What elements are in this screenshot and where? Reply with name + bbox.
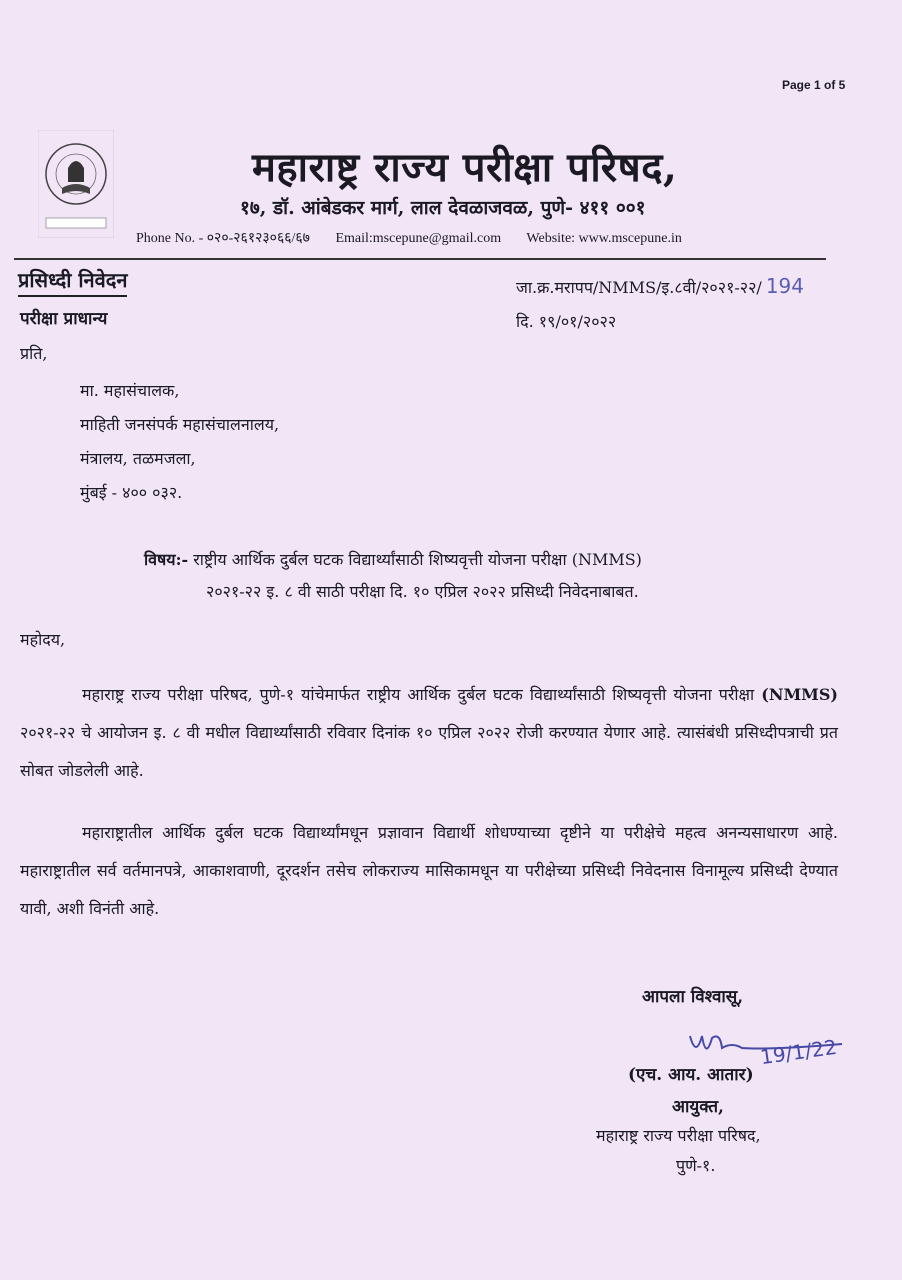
recipient-line: मंत्रालय, तळमजला, <box>80 449 196 468</box>
p1-text-b: २०२१-२२ चे आयोजन इ. ८ वी मधील विद्यार्थ्यांसाठी रविवार दिनांक १० एप्रिल २०२२ रोजी करण्यात येणार आहे. त्यासंबंधी प्रसिध्दीपत्राची प्रत सोबत जोडलेली आहे. <box>20 723 838 780</box>
website: Website: www.mscepune.in <box>526 231 682 246</box>
recipient-address <box>80 374 279 510</box>
signatory-name: (एच. आय. आतार) <box>628 1065 754 1085</box>
p1-text-a: महाराष्ट्र राज्य परीक्षा परिषद, पुणे-१ यांचेमार्फत राष्ट्रीय आर्थिक दुर्बल घटक विद्यार्थ्यांसाठी शिष्यवृत्ती योजना परीक्षा <box>82 685 755 704</box>
subject-line-2: २०२१-२२ इ. ८ वी साठी परीक्षा दि. १० एप्रिल २०२२ प्रसिध्दी निवेदनाबाबत. <box>206 582 639 601</box>
org-name: महाराष्ट्र राज्य परीक्षा परिषद, <box>252 144 678 191</box>
recipient-line: माहिती जनसंपर्क महासंचालनालय, <box>80 415 280 434</box>
subject-block <box>144 544 642 608</box>
contact-line <box>136 228 704 247</box>
email-address: Email:mscepune@gmail.com <box>335 231 502 246</box>
header-divider <box>14 258 826 260</box>
reference-number <box>516 274 804 298</box>
notice-title: प्रसिध्दी निवेदन <box>18 266 127 297</box>
letter-date: दि. १९/०१/२०२२ <box>516 312 617 331</box>
prati-label: प्रति, <box>20 344 48 363</box>
signatory-city: पुणे-१. <box>676 1156 716 1175</box>
recipient-line: मुंबई - ४०० ०३२. <box>80 483 183 502</box>
body-paragraph-1 <box>20 676 838 790</box>
signature-date: 19/1/22 <box>758 1034 839 1070</box>
ref-handwritten: 194 <box>765 274 805 298</box>
designation: आयुक्त, <box>672 1097 724 1117</box>
phone-number: Phone No. - ०२०-२६१२३०६६/६७ <box>136 231 310 246</box>
closing: आपला विश्वासू, <box>642 987 744 1007</box>
subject-label: विषय:- <box>144 550 189 569</box>
signatory-org: महाराष्ट्र राज्य परीक्षा परिषद, <box>596 1126 761 1145</box>
salutation: महोदय, <box>20 630 66 649</box>
body-paragraph-2 <box>20 814 838 928</box>
priority-label: परीक्षा प्राधान्य <box>20 309 108 329</box>
org-address: १७, डॉ. आंबेडकर मार्ग, लाल देवळाजवळ, पुणे- ४११ ००१ <box>240 197 646 219</box>
p1-bold: (NMMS) <box>761 685 838 704</box>
recipient-line: मा. महासंचालक, <box>80 381 180 400</box>
subject-line-1: राष्ट्रीय आर्थिक दुर्बल घटक विद्यार्थ्यांसाठी शिष्यवृत्ती योजना परीक्षा (NMMS) <box>193 550 642 569</box>
p2-text: महाराष्ट्रातील आर्थिक दुर्बल घटक विद्यार्थ्यांमधून प्रज्ञावान विद्यार्थी शोधण्याच्या दृष्टीने या परीक्षेचे महत्व अनन्यसाधारण आहे. महाराष्ट्रातील सर्व वर्तमानपत्रे, आकाशवाणी, दूरदर्शन तसेच लोकराज्य मासिकामधून या परीक्षेच्या प्रसिध्दी निवेदनास विनामूल्य प्रसिध्दी देण्यात यावी, अशी विनंती आहे. <box>20 823 838 918</box>
emblem-logo <box>38 130 114 238</box>
page-number: Page 1 of 5 <box>782 78 846 92</box>
ref-text: जा.क्र.मरापप/NMMS/इ.८वी/२०२१-२२/ <box>516 278 762 297</box>
